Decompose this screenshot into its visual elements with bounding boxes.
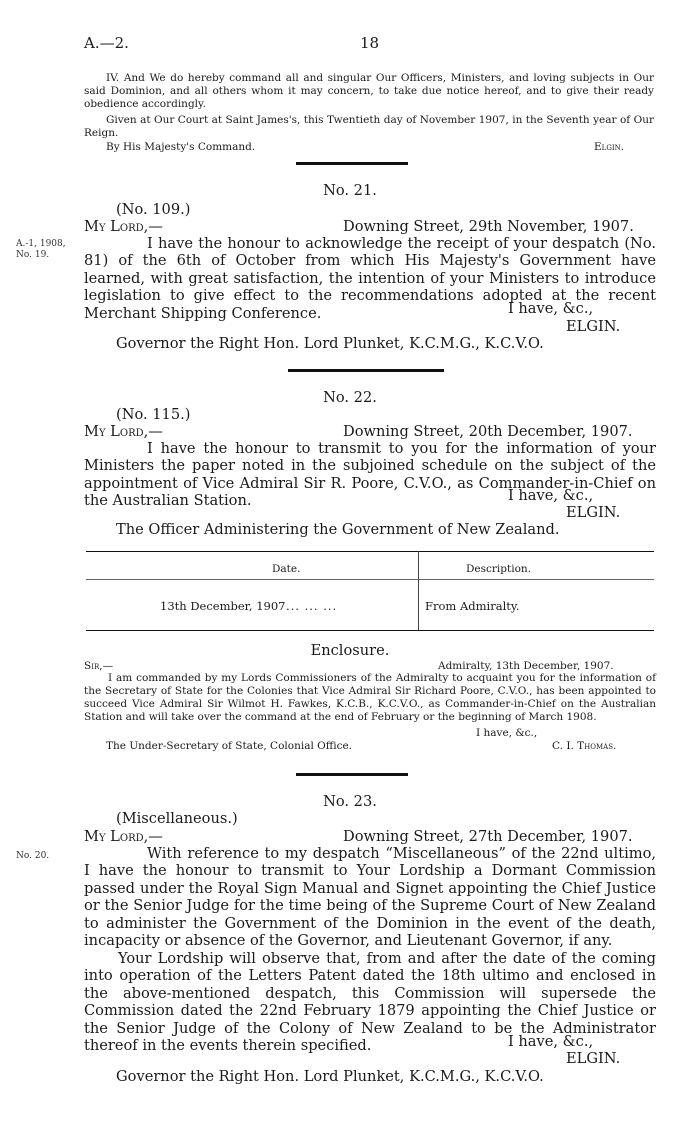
despatch-21-addressee: Governor the Right Hon. Lord Plunket, K.C.M.G., K.C.V.O. [116, 335, 544, 352]
enclosure-addressee: The Under-Secretary of State, Colonial Office. [106, 740, 353, 752]
despatch-23-address: Downing Street, 27th December, 1907. [343, 828, 633, 845]
page-number: 18 [360, 34, 380, 52]
despatch-21-body: I have the honour to acknowledge the receipt of your despatch (No. 81) of the 6th of October from which His Majesty's Government have learned, with great satisfaction, the intention of your Ministers to introduce legislation to give effect to the recommendations adopted at the recent Merchant Shipping Conference. [84, 235, 656, 322]
proclamation-signature: Elgin. [594, 141, 625, 153]
section-divider [296, 162, 408, 165]
despatch-23-number: No. 23. [323, 793, 377, 810]
despatch-23-margin-note: No. 20. [16, 851, 50, 861]
enclosure-body: I am commanded by my Lords Commissioners of the Admiralty to acquaint you for the information of the Secretary of State for the Colonies that Vice Admiral Sir Richard Poore, C.V.O., has been appointed to succeed Vice Admiral Sir Wilmot H. Fawkes, K.C.B., K.C.V.O., as Commander-in-Chief on the Australian Station and will take over the command at the end of February or the beginning of March 1908. [84, 672, 656, 723]
proclamation-given: Given at Our Court at Saint James's, this Twentieth day of November 1907, in the Seventh year of Our Reign. [84, 114, 654, 139]
schedule-row-description: From Admiralty. [425, 599, 520, 613]
series-code: A.—2. [84, 34, 129, 52]
despatch-21-number: No. 21. [323, 182, 377, 199]
schedule-column-divider [418, 551, 419, 630]
despatch-22-closing: I have, &c., [508, 487, 594, 504]
proclamation-clause-iv: IV. And We do hereby command all and singular Our Officers, Ministers, and loving subjects in Our said Dominion, and all others whom it may concern, to take due notice hereof, and to give their ready obedience accordingly. [84, 72, 654, 110]
despatch-22-address: Downing Street, 20th December, 1907. [343, 423, 633, 440]
despatch-22-salutation: My Lord,— [84, 423, 163, 440]
schedule-header-date: Date. [272, 563, 301, 575]
schedule-row-date: 13th December, 1907 [160, 599, 286, 613]
schedule-row-leaders: ... ... ... [286, 599, 338, 613]
despatch-23-closing: I have, &c., [508, 1033, 594, 1050]
despatch-21-closing: I have, &c., [508, 300, 594, 317]
despatch-23-body-2: Your Lordship will observe that, from and after the date of the coming into operation of the Letters Patent dated the 18th ultimo and enclosed in the above-mentioned despatch, this Commission will supersede the Commission dated the 22nd February 1879 appointing the Chief Justice or the Senior Judge of the Colony of New Zealand to be the Administrator thereof in the events therein specified. [84, 950, 656, 1055]
despatch-21-address: Downing Street, 29th November, 1907. [343, 218, 634, 235]
schedule-top-rule [86, 551, 654, 552]
despatch-23-salutation: My Lord,— [84, 828, 163, 845]
despatch-22-number: No. 22. [323, 389, 377, 406]
despatch-23-body-1: With reference to my despatch “Miscellaneous” of the 22nd ultimo, I have the honour to transmit to Your Lordship a Dormant Commission passed under the Royal Sign Manual and Signet appointing the Chief Justice or the Senior Judge for the time being of the Supreme Court of New Zealand to administer the Government of the Dominion in the event of the death, incapacity or absence of the Governor, and Lieutenant Governor, if any. [84, 845, 656, 950]
enclosure-salutation: Sir,— [84, 660, 114, 672]
despatch-22-body: I have the honour to transmit to you for the information of your Ministers the paper noted in the subjoined schedule on the subject of the appointment of Vice Admiral Sir R. Poore, C.V.O., as Commander-in-Chief on the Australian Station. [84, 440, 656, 510]
enclosure-address: Admiralty, 13th December, 1907. [438, 660, 614, 672]
despatch-23-signature: ELGIN. [566, 1050, 621, 1067]
schedule-bottom-rule [86, 630, 654, 631]
enclosure-closing: I have, &c., [476, 727, 538, 739]
section-divider [288, 369, 444, 372]
enclosure-signature: C. I. Thomas. [552, 740, 617, 752]
despatch-22-signature: ELGIN. [566, 504, 621, 521]
schedule-header-rule [86, 579, 654, 580]
section-divider [296, 773, 408, 776]
proclamation-command: By His Majesty's Command. [106, 141, 256, 153]
despatch-21-margin-note: A.-1, 1908, No. 19. [16, 239, 66, 260]
despatch-21-ref: (No. 109.) [116, 201, 191, 218]
despatch-22-ref: (No. 115.) [116, 406, 191, 423]
schedule-header-description: Description. [466, 563, 531, 575]
despatch-23-addressee: Governor the Right Hon. Lord Plunket, K.C.M.G., K.C.V.O. [116, 1068, 544, 1085]
despatch-23-ref: (Miscellaneous.) [116, 810, 238, 827]
despatch-21-signature: ELGIN. [566, 318, 621, 335]
enclosure-title: Enclosure. [310, 642, 390, 659]
despatch-22-addressee: The Officer Administering the Government of New Zealand. [116, 521, 560, 538]
despatch-21-salutation: My Lord,— [84, 218, 163, 235]
